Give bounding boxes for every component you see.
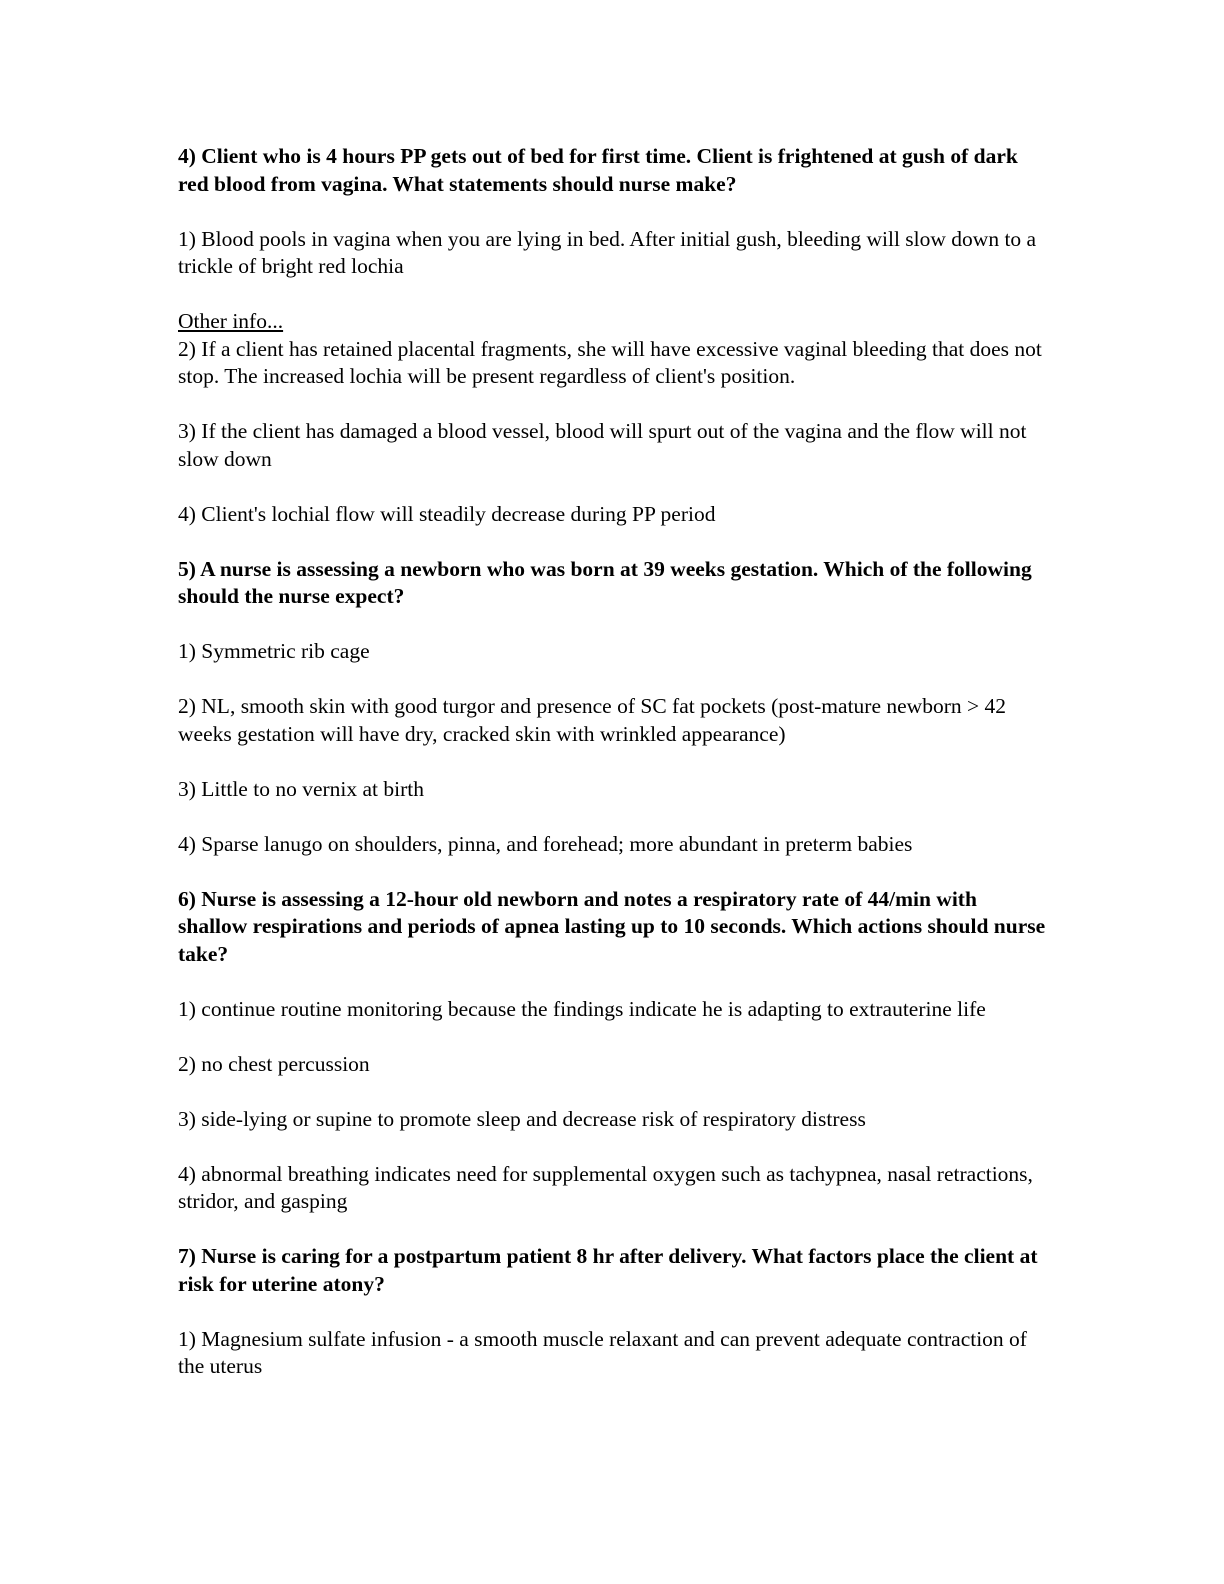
- question-5-answer-2: 2) NL, smooth skin with good turgor and presence of SC fat pockets (post-mature newborn > 42 weeks gestation will have dry, cracked skin with wrinkled appearance): [178, 694, 1006, 746]
- other-info-heading: Other info...: [178, 309, 284, 333]
- document-page: [178, 143, 1048, 1408]
- question-6-answer-1: 1) continue routine monitoring because the findings indicate he is adapting to extrauterine life: [178, 996, 986, 1021]
- question-6-answer-4: 4) abnormal breathing indicates need for supplemental oxygen such as tachypnea, nasal retractions, stridor, and gasping: [178, 1161, 1033, 1213]
- question-6: 6) Nurse is assessing a 12-hour old newborn and notes a respiratory rate of 44/min with shallow respirations and periods of apnea lasting up to 10 seconds. Which actions should nurse take?: [178, 886, 1046, 966]
- question-4-answer-3: 3) If the client has damaged a blood vessel, blood will spurt out of the vagina and the flow will not slow down: [178, 419, 1027, 471]
- question-5-answer-4: 4) Sparse lanugo on shoulders, pinna, and forehead; more abundant in preterm babies: [178, 831, 913, 856]
- question-5: 5) A nurse is assessing a newborn who was born at 39 weeks gestation. Which of the following should the nurse expect?: [178, 556, 1032, 608]
- question-5-answer-3: 3) Little to no vernix at birth: [178, 776, 425, 801]
- question-6-answer-2: 2) no chest percussion: [178, 1051, 370, 1076]
- question-7: 7) Nurse is caring for a postpartum patient 8 hr after delivery. What factors place the client at risk for uterine atony?: [178, 1244, 1038, 1296]
- question-4-answer-4: 4) Client's lochial flow will steadily decrease during PP period: [178, 501, 716, 526]
- question-6-answer-3: 3) side-lying or supine to promote sleep and decrease risk of respiratory distress: [178, 1106, 866, 1131]
- question-4-answer-2: 2) If a client has retained placental fragments, she will have excessive vaginal bleeding that does not stop. The increased lochia will be present regardless of client's position.: [178, 336, 1042, 388]
- question-4-answer-1: 1) Blood pools in vagina when you are lying in bed. After initial gush, bleeding will slow down to a trickle of bright red lochia: [178, 226, 1037, 278]
- question-7-answer-1: 1) Magnesium sulfate infusion - a smooth muscle relaxant and can prevent adequate contraction of the uterus: [178, 1326, 1027, 1378]
- question-5-answer-1: 1) Symmetric rib cage: [178, 639, 370, 663]
- question-4: 4) Client who is 4 hours PP gets out of bed for first time. Client is frightened at gush of dark red blood from vagina. What statements should nurse make?: [178, 144, 1018, 196]
